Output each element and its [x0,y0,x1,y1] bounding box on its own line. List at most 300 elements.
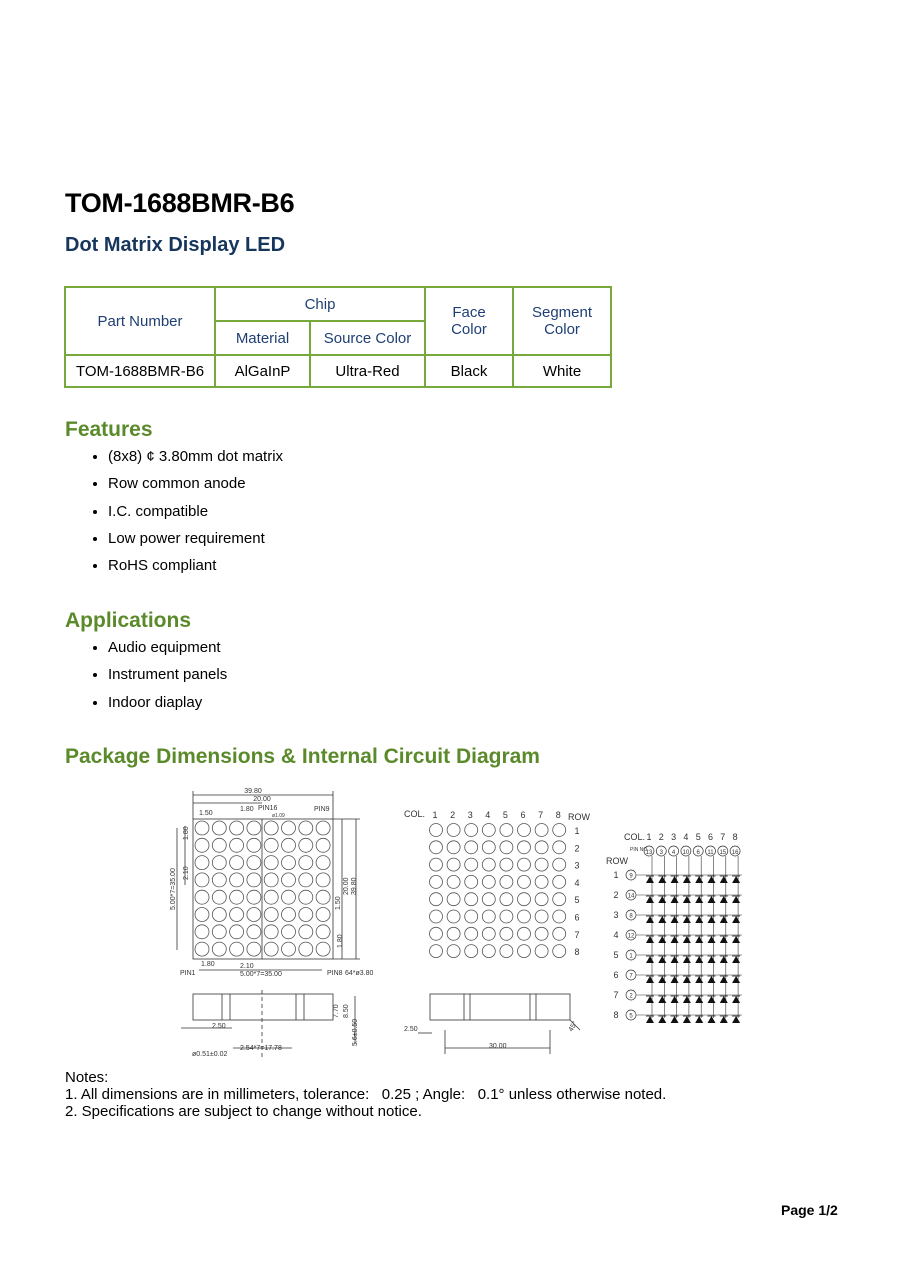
circuit-row-number: 3 [613,910,619,920]
led-dot [553,858,566,871]
front-dot [264,942,278,956]
front-dot [316,873,330,887]
front-dot [247,890,261,904]
front-dot [316,856,330,870]
circuit-diode [720,876,728,883]
front-dot [282,908,296,922]
led-dot [482,824,495,837]
led-dot [500,841,513,854]
circuit-diode [708,996,716,1003]
circuit-row-pin-number: 14 [627,893,635,900]
circuit-diode [708,896,716,903]
circuit-diode [646,1016,654,1023]
led-dot [482,945,495,958]
features-heading: Features [65,418,153,441]
led-dot [535,893,548,906]
side-lead-pitch: 2.54*7=17.78 [240,1045,282,1052]
circuit-diode [732,956,740,963]
package-drawing [0,780,900,1065]
front-dot [230,821,244,835]
led-row-number: 2 [574,843,580,854]
led-dot [430,910,443,923]
circuit-col-pin-number: 3 [659,850,663,856]
circuit-diode [646,896,654,903]
led-dot [447,927,460,940]
circuit-pin-no-label: PIN NO. [630,847,649,853]
circuit-diode [683,996,691,1003]
front-dot [230,890,244,904]
dim-right-3: 1.50 [335,896,342,910]
led-dot [553,893,566,906]
front-side-body [193,994,333,1020]
circuit-row-pin-number: 5 [629,1013,633,1020]
side-height-1: 7.70 [333,1004,340,1018]
chip-header: Chip [215,287,425,321]
front-dot [282,838,296,852]
pin1-label: PIN1 [180,970,196,977]
led-dot [465,875,478,888]
circuit-diode [732,896,740,903]
page-subtitle: Dot Matrix Display LED [65,234,286,256]
circuit-diode [683,976,691,983]
led-dot [465,858,478,871]
front-dot [299,856,313,870]
circuit-diode [695,996,703,1003]
segment-color-header [513,287,611,355]
circuit-row-number: 1 [613,870,619,880]
circuit-col-pin-number: 10 [682,850,690,856]
circuit-col-number: 5 [695,832,701,842]
led-dot [465,824,478,837]
front-dot [316,838,330,852]
dim-height-pitch: 5.00*7=35.00 [170,868,177,910]
front-dot [230,873,244,887]
feature-item: • RoHS compliant [108,557,283,584]
led-dot [447,824,460,837]
dim-pin16-offset: 1.80 [240,806,254,813]
front-dot [247,873,261,887]
circuit-row-pin-number: 12 [627,933,635,940]
front-dot [230,942,244,956]
front-dot [195,856,209,870]
page-number: Page 1/2 [781,1202,838,1218]
circuit-diode [708,916,716,923]
dim-width-inner: 20.00 [253,796,271,803]
front-dot [316,908,330,922]
led-dot [430,945,443,958]
led-dot [553,875,566,888]
side-lead-dia: ø0.51±0.02 [192,1051,228,1058]
circuit-row-pin-number: 1 [629,953,633,960]
led-dot [465,927,478,940]
circuit-diode [695,916,703,923]
led-dot [447,893,460,906]
circuit-diode [683,876,691,883]
circuit-diode [646,956,654,963]
circuit-col-number: 2 [658,832,664,842]
front-dot [212,890,226,904]
led-dot [518,824,531,837]
dim-right-2: 39.80 [351,877,358,895]
front-view-body [193,819,333,959]
circuit-col-pin-number: 11 [707,850,714,856]
led-dot [553,824,566,837]
circuit-diode [720,956,728,963]
front-dot [212,821,226,835]
led-dot [447,841,460,854]
led-dot [535,945,548,958]
led-row-number: 3 [574,860,580,871]
led-dot [482,858,495,871]
side-lead-offset: 2.50 [212,1023,226,1030]
led-col-number: 6 [520,810,526,820]
dot-spec: 64*ø3.80 [345,970,374,977]
front-dot [195,873,209,887]
led-col-number: 7 [538,810,544,820]
front-dot [264,890,278,904]
led-dot [553,841,566,854]
circuit-diode [708,876,716,883]
front-dot [316,925,330,939]
dim-dot-dia: ø1.09 [272,813,285,819]
circuit-diode [708,936,716,943]
feature-item: • Low power requirement [108,530,283,557]
led-width: 30.00 [489,1043,507,1050]
circuit-diode [658,956,666,963]
front-dot [264,925,278,939]
led-col-number: 2 [450,810,456,820]
led-row-number: 1 [574,826,580,836]
led-dot [447,875,460,888]
front-dot [316,942,330,956]
circuit-col-pin-number: 6 [696,850,700,856]
led-row-number: 6 [574,912,580,923]
led-dot [553,910,566,923]
circuit-col-number: 6 [707,832,714,842]
circuit-diode [732,996,740,1003]
circuit-diode [671,996,679,1003]
front-dot [195,908,209,922]
circuit-diode [671,1016,679,1023]
front-dot [282,856,296,870]
circuit-row-pin-number: 8 [629,913,633,920]
front-dot [212,908,226,922]
led-dot [518,858,531,871]
circuit-diode [646,996,654,1003]
led-dot [482,893,495,906]
led-dot [430,875,443,888]
front-dot [230,925,244,939]
circuit-row-pin-number: 7 [629,973,633,980]
circuit-diode [658,936,666,943]
led-dot [465,910,478,923]
application-item: • Indoor diaplay [108,694,227,721]
led-row-number: 8 [574,947,580,958]
led-col-number: 4 [485,810,491,820]
circuit-diode [683,956,691,963]
led-dot [535,841,548,854]
front-dot [299,908,313,922]
front-dot [282,890,296,904]
led-row-number: 4 [574,877,580,888]
circuit-diode [720,1016,728,1023]
circuit-col-label: COL. [624,832,646,842]
led-dot [482,910,495,923]
led-dot [535,824,548,837]
led-dot [535,858,548,871]
circuit-diode [658,996,666,1003]
led-dot [553,945,566,958]
led-dot [447,858,460,871]
part-number-cell: TOM-1688BMR-B6 [65,355,215,387]
pin9-label: PIN9 [314,806,330,813]
front-dot [195,942,209,956]
page-title: TOM-1688BMR-B6 [65,188,295,218]
dim-bottom-pitch: 5.00*7=35.00 [240,971,282,978]
circuit-row-number: 8 [613,1010,619,1020]
segment-color-header-label: Segment Color [531,304,593,338]
front-dot [299,838,313,852]
front-dot [230,908,244,922]
front-dot [212,856,226,870]
applications-heading: Applications [65,609,192,632]
circuit-row-number: 5 [613,950,619,960]
circuit-diode [683,936,691,943]
circuit-diode [671,956,679,963]
front-dot [247,942,261,956]
front-dot [195,890,209,904]
front-dot [282,821,296,835]
led-dot [430,841,443,854]
circuit-diode [671,936,679,943]
led-dot [518,910,531,923]
note-line: 2. Specifications are subject to change without notice. [65,1103,422,1120]
circuit-diode [658,916,666,923]
side-lead-length: 5.6±0.50 [352,1018,359,1046]
front-dot [282,925,296,939]
circuit-row-label: ROW [606,856,628,866]
circuit-diode [658,1016,666,1023]
face-color-header [425,287,513,355]
dim-right-1: 20.00 [343,877,350,895]
dim-width-total: 39.80 [244,788,262,795]
circuit-diode [646,936,654,943]
circuit-row-number: 6 [613,970,619,980]
circuit-diode [671,916,679,923]
circuit-col-pin-number: 16 [731,850,739,856]
circuit-diode [695,936,703,943]
led-row-label: ROW [568,812,590,822]
led-row-number: 7 [574,929,580,940]
led-dot [430,893,443,906]
circuit-diode [732,1016,740,1023]
circuit-col-number: 4 [683,832,689,842]
front-dot [316,890,330,904]
circuit-diode [720,976,728,983]
led-dot [430,927,443,940]
note-line: 1. All dimensions are in millimeters, tolerance: 0.25 ; Angle: 0.1° unless otherwise noted. [65,1086,667,1103]
led-dot [500,858,513,871]
front-dot [282,942,296,956]
circuit-diode [708,1016,716,1023]
led-dot [500,910,513,923]
led-dot [535,927,548,940]
package-heading: Package Dimensions & Internal Circuit Diagram [65,745,540,768]
led-dot [500,824,513,837]
front-dot [212,838,226,852]
led-side-body [430,994,570,1020]
led-lead-offset: 2.50 [404,1026,418,1033]
circuit-diode [695,876,703,883]
face-color-header-label: Face Color [451,304,487,338]
circuit-col-pin-number: 15 [719,850,727,856]
circuit-row-pin-number: 9 [629,873,633,880]
led-col-number: 3 [467,810,473,820]
pin16-label: PIN16 [258,805,278,812]
circuit-diode [658,896,666,903]
dim-bottom-1: 1.80 [201,961,215,968]
pin8-label: PIN8 [327,970,343,977]
led-dot [500,893,513,906]
circuit-row-number: 4 [613,930,619,940]
front-dot [264,856,278,870]
source-color-header: Source Color [310,321,425,355]
front-dot [195,821,209,835]
front-dot [230,856,244,870]
led-row-number: 5 [574,895,580,906]
circuit-diode [671,896,679,903]
led-dot [518,927,531,940]
circuit-diode [695,896,703,903]
led-dot [482,875,495,888]
dim-bottom-2: 2.10 [240,963,254,970]
circuit-row-number: 7 [613,990,619,1000]
material-header: Material [215,321,310,355]
circuit-diode [695,1016,703,1023]
front-dot [316,821,330,835]
feature-item: • (8x8) ¢ 3.80mm dot matrix [108,448,283,475]
circuit-col-pin-number: 4 [671,850,676,856]
circuit-diode [732,936,740,943]
circuit-diode [683,916,691,923]
circuit-col-number: 7 [720,832,726,842]
segment-color-cell: White [513,355,611,387]
led-col-label: COL. [404,809,426,819]
application-item: • Instrument panels [108,666,227,693]
front-dot [299,873,313,887]
spec-table [64,286,612,388]
feature-item: • I.C. compatible [108,503,283,530]
applications-list [88,639,227,721]
front-dot [299,821,313,835]
front-dot [264,821,278,835]
front-dot [264,908,278,922]
circuit-diode [683,896,691,903]
circuit-diode [658,876,666,883]
led-dot [447,910,460,923]
source-color-cell: Ultra-Red [310,355,425,387]
led-dot [465,841,478,854]
circuit-diode [646,916,654,923]
led-dot [518,875,531,888]
circuit-diode [708,956,716,963]
led-dot [553,927,566,940]
front-dot [282,873,296,887]
part-number-header: Part Number [65,287,215,355]
front-dot [299,925,313,939]
front-dot [247,925,261,939]
notes-heading: Notes: [65,1069,109,1086]
led-dot [500,875,513,888]
front-dot [247,838,261,852]
front-dot [195,925,209,939]
led-dot [518,893,531,906]
led-dot [465,893,478,906]
led-col-number: 1 [432,810,438,820]
application-item: • Audio equipment [108,639,227,666]
circuit-col-number: 3 [671,832,677,842]
circuit-diode [671,876,679,883]
front-dot [212,942,226,956]
led-dot [465,945,478,958]
led-dot [482,841,495,854]
led-dot [482,927,495,940]
led-dot [518,841,531,854]
circuit-col-number: 8 [732,832,738,842]
circuit-diode [720,996,728,1003]
circuit-col-pin-number: 13 [645,850,653,856]
front-dot [264,873,278,887]
circuit-diode [683,1016,691,1023]
led-dot [518,945,531,958]
front-dot [230,838,244,852]
led-dot [535,910,548,923]
feature-item: • Row common anode [108,475,283,502]
side-height-2: 8.50 [343,1004,350,1018]
circuit-diode [646,976,654,983]
features-list [88,448,283,584]
dim-left-1: 1.80 [183,826,190,840]
led-col-number: 5 [502,810,508,820]
circuit-diode [671,976,679,983]
notes [65,1069,666,1120]
circuit-diode [708,976,716,983]
led-angle: 45° [567,1020,580,1033]
front-dot [247,821,261,835]
front-dot [212,873,226,887]
material-cell: AlGaInP [215,355,310,387]
circuit-diode [695,976,703,983]
led-col-number: 8 [555,810,561,820]
circuit-diode [732,976,740,983]
face-color-cell: Black [425,355,513,387]
circuit-diode [720,896,728,903]
led-dot [500,945,513,958]
front-dot [212,925,226,939]
led-dot [500,927,513,940]
led-dot [447,945,460,958]
dim-left-offset: 1.50 [199,810,213,817]
led-view-dots [430,810,580,958]
front-dot [299,890,313,904]
circuit-diode [720,916,728,923]
circuit-diode [732,876,740,883]
circuit-row-pin-number: 2 [629,993,633,1000]
circuit-diode [658,976,666,983]
front-dot [247,908,261,922]
led-dot [430,858,443,871]
circuit-diagram [613,832,742,1023]
